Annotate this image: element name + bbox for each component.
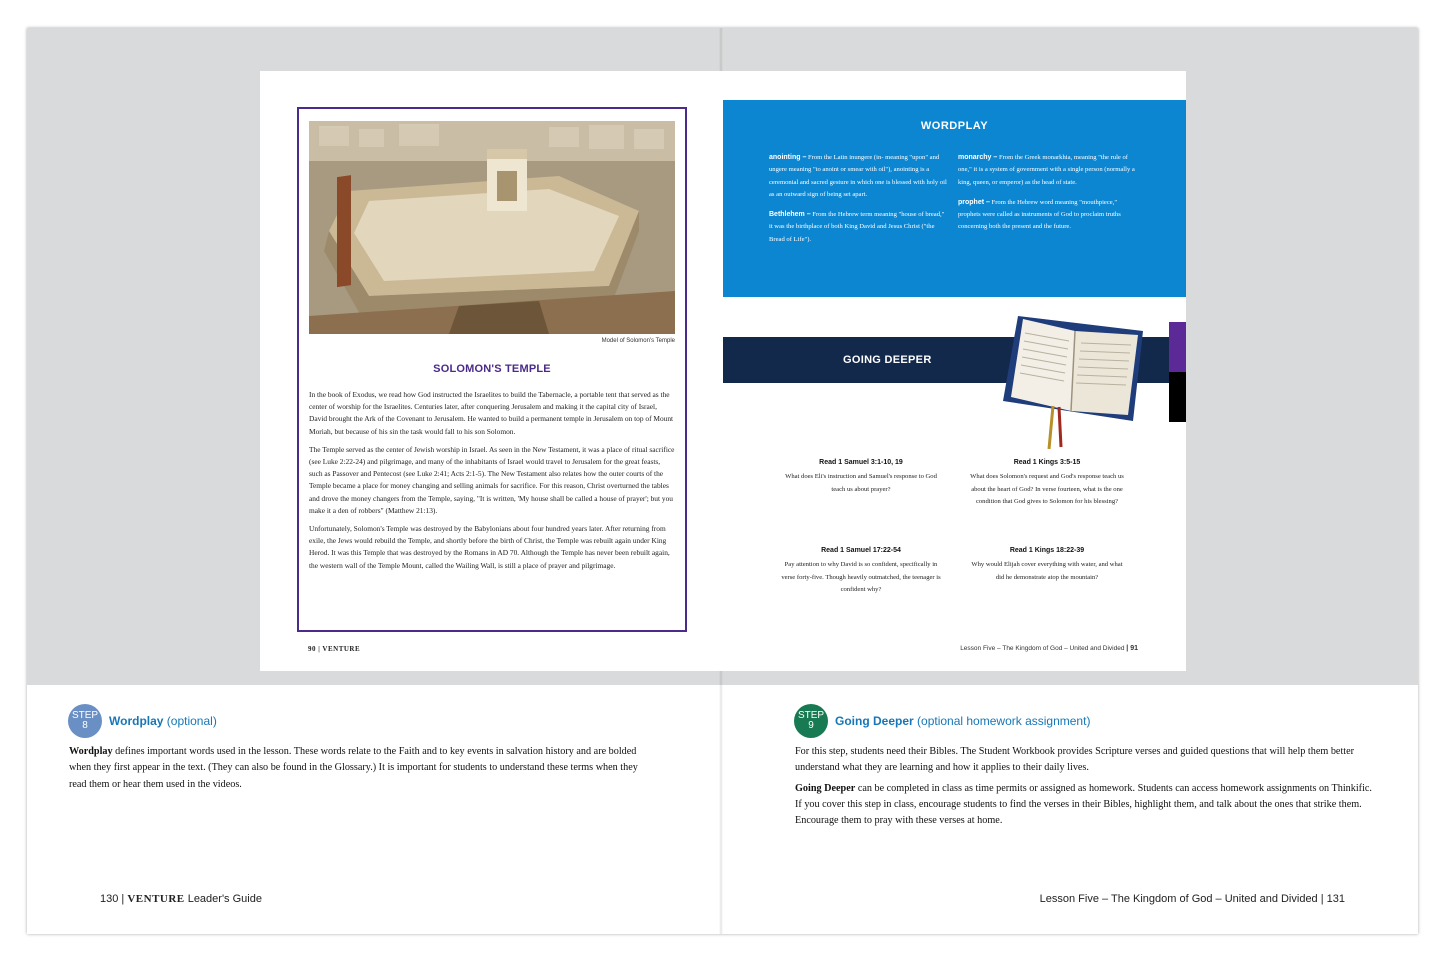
step-title-bold: Wordplay [109, 714, 164, 728]
word-term: Bethlehem – [769, 211, 811, 219]
guide-paragraph: For this step, students need their Bibles. The Student Workbook provides Scripture verses and guided questions that will help them better understand what they are learning and how it applies to their daily lives. [795, 746, 1355, 774]
solomons-temple-box [297, 107, 687, 632]
scripture-reference: Read 1 Kings 3:5-15 [1013, 459, 1081, 466]
step-title-bold: Going Deeper [835, 714, 914, 728]
word-term: prophet – [958, 198, 990, 206]
step-title [109, 714, 217, 728]
word-definition: From the Hebrew term meaning "house of bread," it was the birthplace of both King David and Jesus Christ ("the Bread of Life"). [769, 211, 945, 243]
page-footer: 90 | VENTURE [308, 645, 361, 653]
scripture-question [781, 457, 941, 496]
guide-paragraph-text: defines important words used in the lesson. These words relate to the Faith and to key events in salvation history and are bolded when they first appear in the text. (They can also be found in the Glossary.) It is important for students to understand these terms when they read them or hear them used in the videos. [69, 746, 638, 790]
step-number: 8 [82, 720, 88, 731]
footer-page-number: | 91 [1126, 645, 1138, 652]
step-word: STEP [797, 710, 825, 721]
step-8-heading [68, 704, 217, 738]
question-text: Pay attention to why David is so confident, specifically in verse forty-five. Though heavily outmatched, the teenager is confident why? [781, 561, 941, 593]
scripture-question [967, 545, 1127, 584]
word-term: monarchy – [958, 154, 998, 161]
scripture-question [967, 457, 1127, 508]
word-definition: From the Latin inungere (in- meaning "upon" and ungere meaning "to anoint or smear with oil"), anointing is a ceremonial and sacred gesture in which one is blessed with holy oil as an outward sign of being set apart. [769, 154, 947, 198]
word-entry [958, 152, 1138, 189]
word-entry [769, 209, 949, 246]
step-9-heading [794, 704, 1090, 738]
step-number: 9 [808, 720, 814, 731]
guide-brand: VENTURE [127, 893, 185, 905]
photo-caption: Model of Solomon's Temple [601, 338, 675, 344]
sidebar-title: SOLOMON'S TEMPLE [433, 363, 551, 375]
step-badge [794, 704, 828, 738]
guide-page-number: 130 | [100, 893, 125, 905]
guide-footer-left [100, 893, 262, 905]
wordplay-title: WORDPLAY [920, 120, 989, 132]
question-text: What does Solomon's request and God's response teach us about the heart of God? In verse fourteen, what is the one condition that God gives to Solomon for his blessing? [970, 473, 1124, 505]
step-badge [68, 704, 102, 738]
question-text: What does Eli's instruction and Samuel's response to God teach us about prayer? [785, 473, 937, 493]
side-tab-purple [1169, 322, 1186, 372]
word-term: anointing – [769, 154, 807, 161]
step-8-text [69, 744, 649, 797]
step-word: STEP [71, 710, 99, 721]
step-title [835, 714, 1090, 728]
wordplay-box [723, 100, 1186, 297]
temple-model-photo [309, 121, 675, 334]
body-paragraph: The Temple served as the center of Jewish worship in Israel. As seen in the New Testament, it was a place of ritual sacrifice (see Luke 2:22-24) and pilgrimage, and many of the inhabitants of Israel would travel to Jerusalem for the great feasts, such as Passover and Pentecost (see Luke 2:41; Acts 2:1-5). The New Testament also relates how the outer courts of the Temple became a place for money changing and selling animals for sacrifice. For this reason, Christ overturned the tables and drove the money changers from the Temple, saying, "It is written, 'My house shall be called a house of prayer'; but you make it a den of robbers" (Matthew 21:13). [309, 444, 675, 515]
sidebar-body [309, 389, 675, 578]
question-text: Why would Elijah cover everything with water, and what did he demonstrate atop the mountain? [971, 561, 1123, 581]
body-paragraph: In the book of Exodus, we read how God instructed the Israelites to build the Tabernacle, a portable tent that served as the center of worship for the Israelites. Centuries later, after conquering Jerusalem and making it the capital city of Israel, David brought the Ark of the Covenant to Jerusalem. He wanted to build a permanent temple in Jerusalem on top of Mount Moriah, but because of his sin the task would fall to his son Solomon. [309, 390, 674, 436]
scripture-reference: Read 1 Samuel 17:22-54 [821, 547, 901, 554]
scripture-reference: Read 1 Samuel 3:1-10, 19 [819, 459, 903, 466]
page-footer [960, 645, 1138, 652]
lead-term: Going Deeper [795, 782, 856, 794]
footer-lesson-title: Lesson Five – The Kingdom of God – United and Divided [960, 645, 1125, 652]
guide-paragraph-text: can be completed in class as time permits or assigned as homework. Students can access homework assignments on Thinkific. If you cover this step in class, encourage students to find the verses in their Bibles, highlight them, and talk about the ones that strike them. Encourage them to pray with these verses at home. [795, 782, 1372, 827]
guide-footer-rest: Leader's Guide [184, 893, 262, 905]
word-definition: From the Hebrew word meaning "mouthpiece," prophets were called as instruments of God to proclaim truths concerning both the present and the future. [958, 198, 1121, 231]
step-9-text [795, 744, 1380, 833]
guide-paragraph [69, 744, 649, 793]
word-entry [769, 152, 949, 201]
guide-footer-right: Lesson Five – The Kingdom of God – United and Divided | 131 [1039, 893, 1345, 905]
open-bible-image [993, 311, 1153, 451]
side-tab-black [1169, 372, 1186, 422]
temple-model-illustration [309, 121, 675, 334]
guide-paragraph [795, 781, 1380, 830]
going-deeper-title: GOING DEEPER [843, 354, 932, 366]
word-entry [958, 197, 1138, 234]
wordplay-column-left [769, 152, 949, 254]
wordplay-column-right [958, 152, 1138, 242]
scripture-reference: Read 1 Kings 18:22-39 [1009, 547, 1085, 554]
step-title-rest: (optional homework assignment) [913, 714, 1091, 728]
word-definition: From the Greek monarkhia, meaning "the rule of one," it is a system of government with a single person (normally a king, queen, or emperor) as the head of state. [958, 154, 1135, 186]
body-paragraph: Unfortunately, Solomon's Temple was destroyed by the Babylonians about four hundred years later. After returning from exile, the Jews would rebuild the Temple, and shortly before the birth of Christ, the Temple was rebuilt again under King Herod. It was this Temple that was destroyed by the Romans in AD 70. Although the Temple has never been rebuilt again, the western wall of the Temple Mount, called the Wailing Wall, is still a place of prayer and pilgrimage. [309, 524, 670, 570]
student-page-91 [723, 71, 1186, 671]
student-page-90 [260, 71, 723, 671]
step-title-rest: (optional) [163, 714, 217, 728]
scripture-question [781, 545, 941, 596]
book-spread [27, 28, 1418, 934]
lead-term: Wordplay [69, 746, 113, 757]
